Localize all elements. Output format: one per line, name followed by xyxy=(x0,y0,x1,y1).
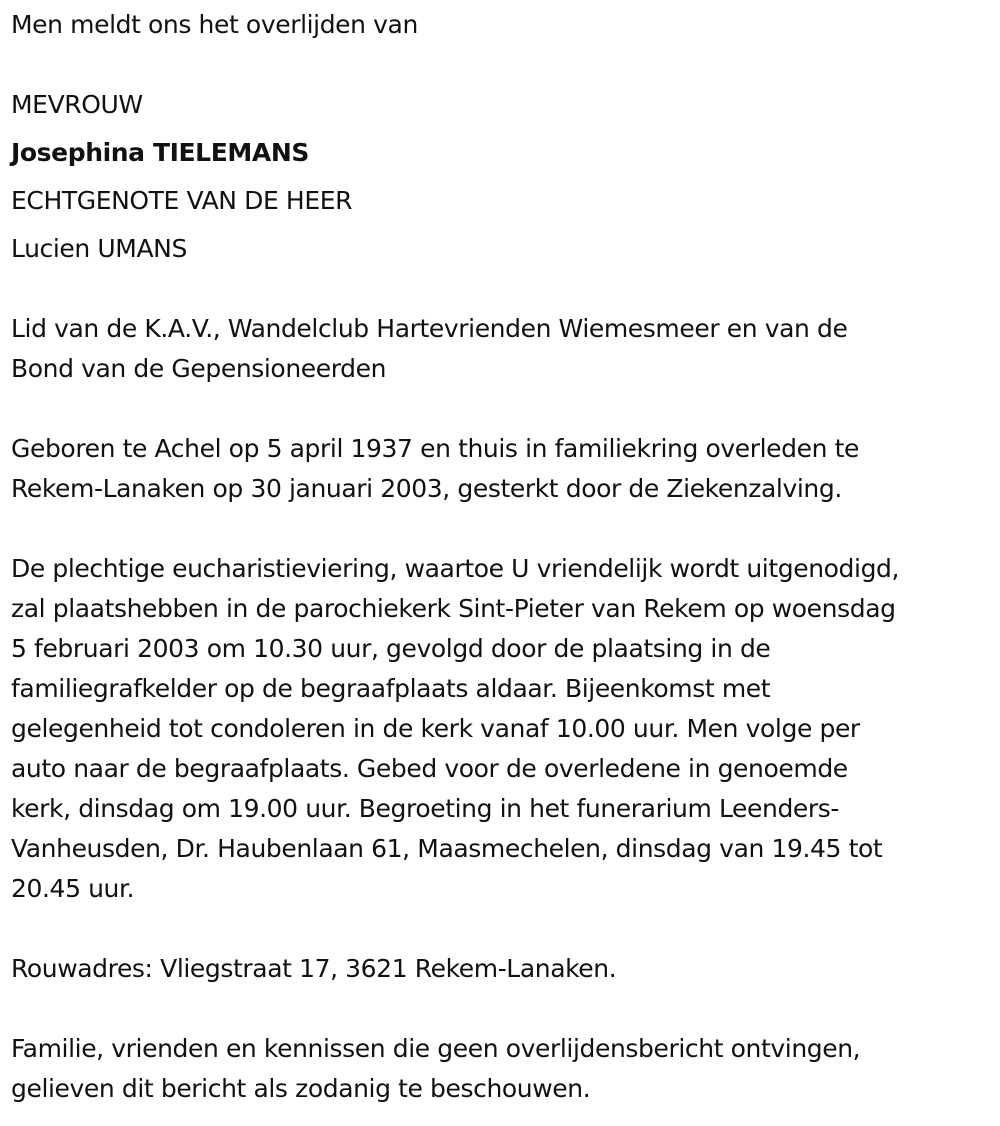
ceremony-line: 5 februari 2003 om 10.30 uur, gevolgd door de plaatsing in de xyxy=(11,634,771,663)
birth-death-paragraph xyxy=(11,429,991,509)
mourning-address: Rouwadres: Vliegstraat 17, 3621 Rekem-Lanaken. xyxy=(11,954,617,983)
ceremony-line: kerk, dinsdag om 19.00 uur. Begroeting in het funerarium Leenders- xyxy=(11,794,840,823)
ceremony-paragraph xyxy=(11,549,991,909)
ceremony-line: Vanheusden, Dr. Haubenlaan 61, Maasmechelen, dinsdag van 19.45 tot xyxy=(11,834,883,863)
closing-paragraph xyxy=(11,1029,991,1109)
birth-death-line: Rekem-Lanaken op 30 januari 2003, gesterkt door de Ziekenzalving. xyxy=(11,474,842,503)
deceased-name: Josephina TIELEMANS xyxy=(11,138,309,167)
birth-death-line: Geboren te Achel op 5 april 1937 en thuis in familiekring overleden te xyxy=(11,434,859,463)
ceremony-line: zal plaatshebben in de parochiekerk Sint-Pieter van Rekem op woensdag xyxy=(11,594,896,623)
membership-line: Lid van de K.A.V., Wandelclub Hartevrienden Wiemesmeer en van de xyxy=(11,314,848,343)
intro-text: Men meldt ons het overlijden van xyxy=(11,10,418,39)
ceremony-line: De plechtige eucharistieviering, waartoe U vriendelijk wordt uitgenodigd, xyxy=(11,554,900,583)
membership-line: Bond van de Gepensioneerden xyxy=(11,354,387,383)
salutation: MEVROUW xyxy=(11,90,143,119)
membership-paragraph xyxy=(11,309,991,389)
ceremony-line: familiegrafkelder op de begraafplaats aldaar. Bijeenkomst met xyxy=(11,674,771,703)
ceremony-line: 20.45 uur. xyxy=(11,874,135,903)
ceremony-line: gelegenheid tot condoleren in de kerk vanaf 10.00 uur. Men volge per xyxy=(11,714,860,743)
relation-text: ECHTGENOTE VAN DE HEER xyxy=(11,186,353,215)
closing-line: Familie, vrienden en kennissen die geen overlijdensbericht ontvingen, xyxy=(11,1034,861,1063)
closing-line: gelieven dit bericht als zodanig te beschouwen. xyxy=(11,1074,591,1103)
ceremony-line: auto naar de begraafplaats. Gebed voor de overledene in genoemde xyxy=(11,754,848,783)
spouse-name: Lucien UMANS xyxy=(11,234,187,263)
